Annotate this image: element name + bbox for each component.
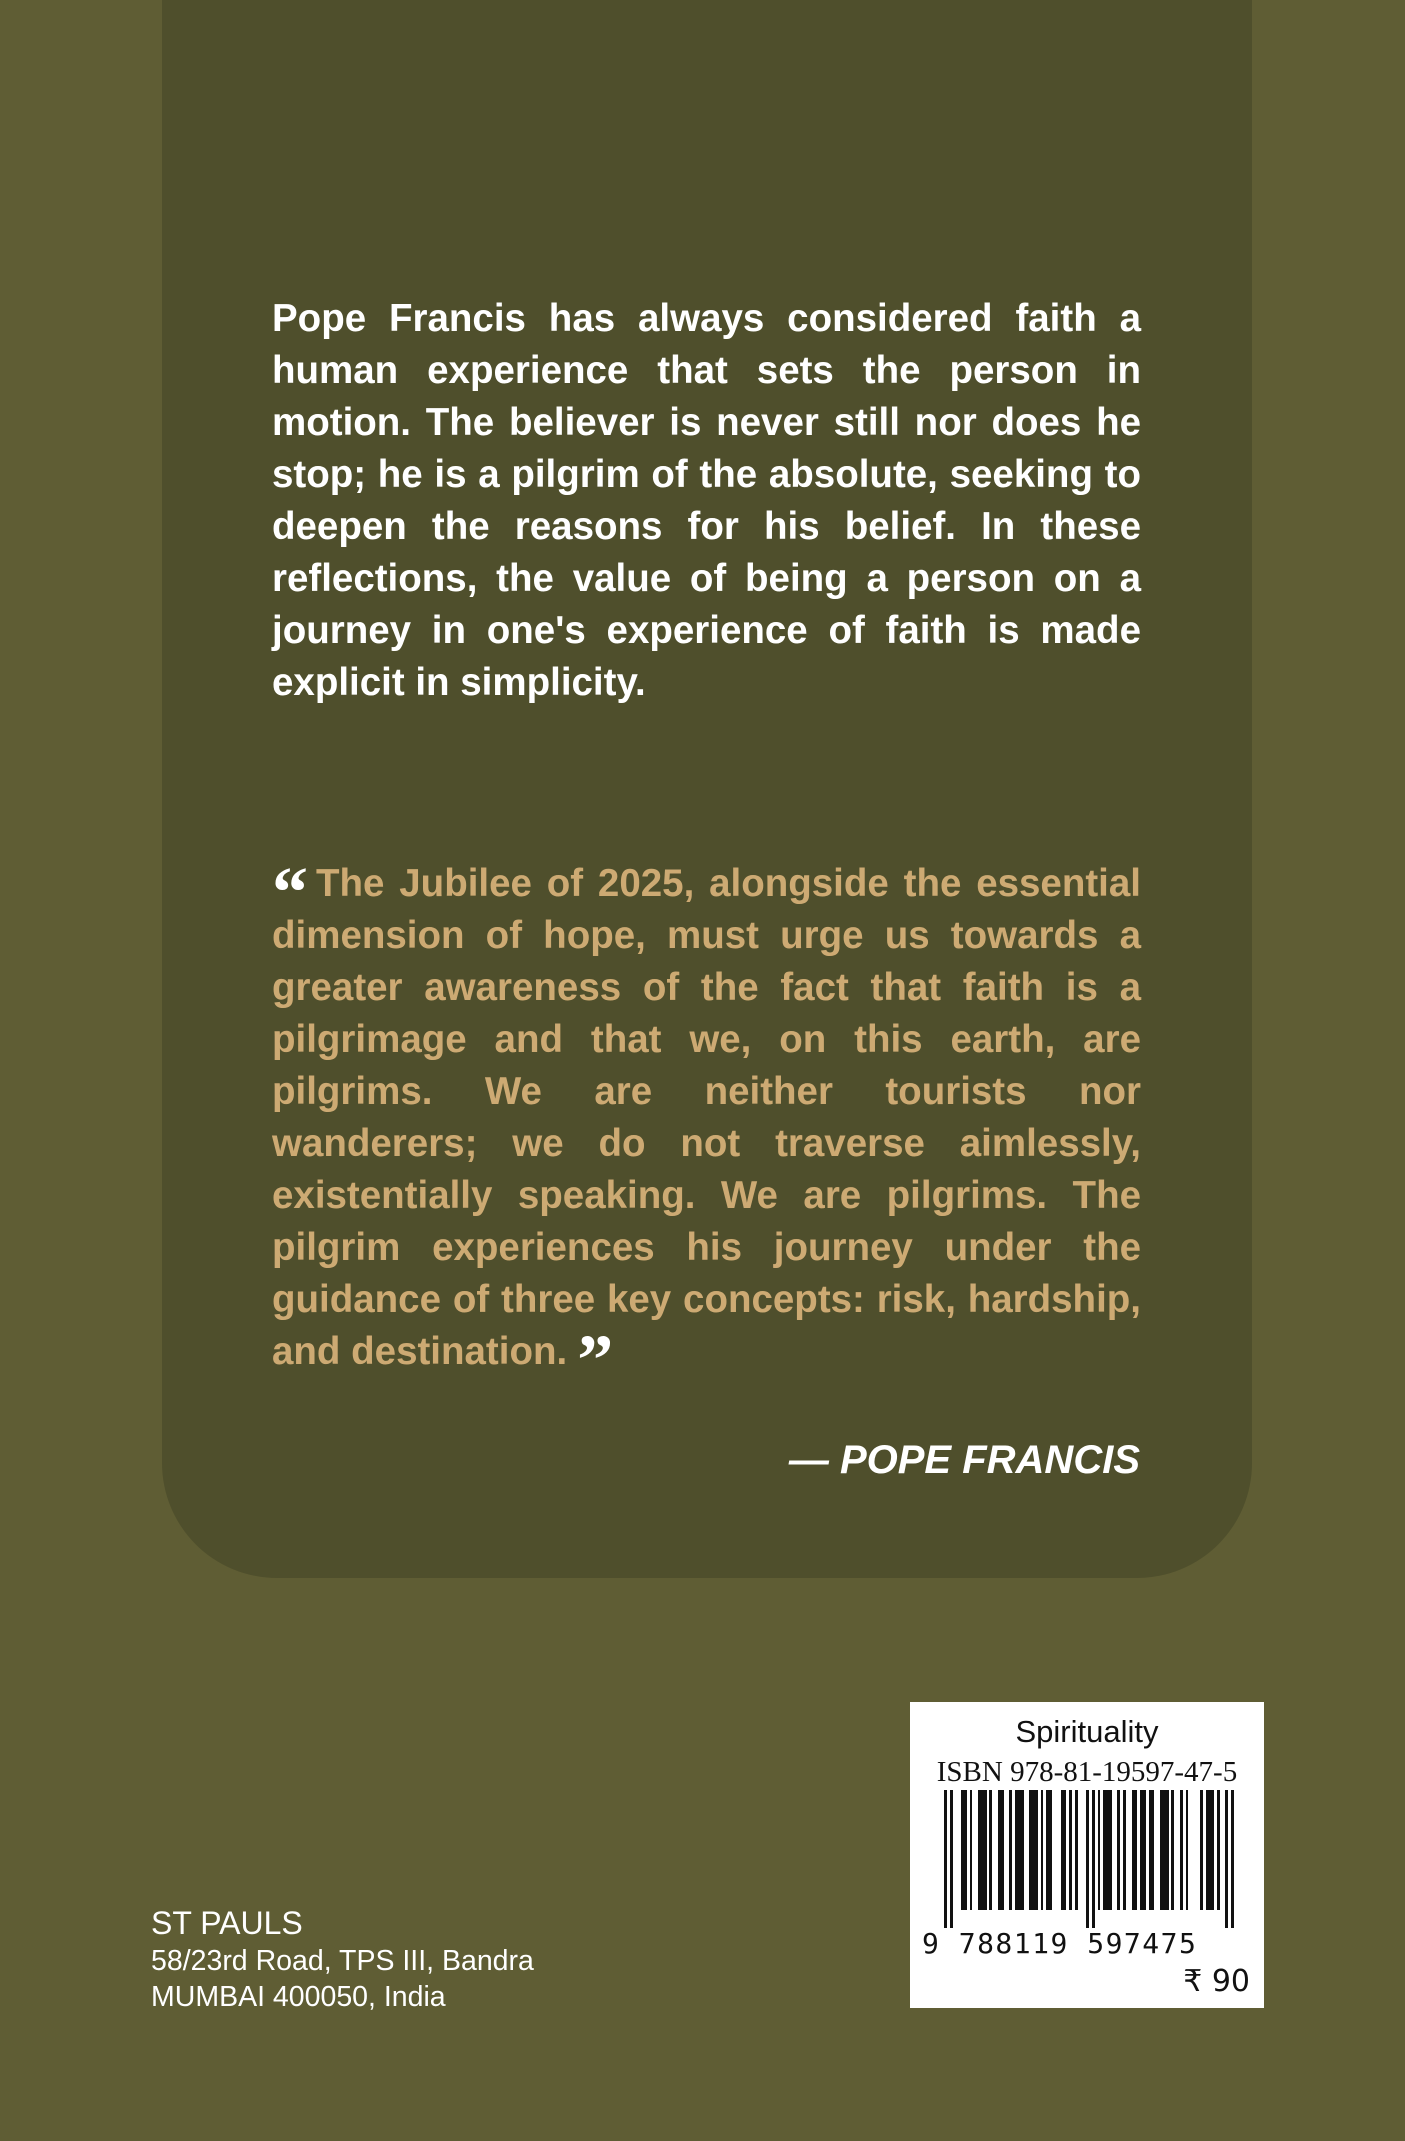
barcode-bar [1211,1790,1214,1910]
barcode-bar [984,1790,987,1910]
open-quote-mark: “ [272,852,308,932]
barcode-bar [1231,1790,1234,1928]
barcode-bar [1186,1790,1189,1910]
barcode-bar [1109,1790,1112,1910]
barcode-bar [1069,1790,1072,1910]
barcode-bar [1152,1790,1155,1910]
barcode-bar [1134,1790,1137,1910]
barcode-bar [1063,1790,1066,1910]
barcode-bar [989,1790,992,1910]
isbn-text: ISBN 978-81-19597-47-5 [936,1756,1238,1788]
barcode-bar [1086,1790,1089,1928]
publisher-address-line2: MUMBAI 400050, India [151,1981,446,2013]
barcode-bar [970,1790,973,1910]
barcode-bar [1009,1790,1012,1910]
publisher-name: ST PAULS [151,1905,303,1941]
barcode-bar [1166,1790,1169,1910]
barcode-bar [1200,1790,1203,1910]
barcode-bar [944,1790,947,1928]
category-label: Spirituality [1015,1714,1159,1749]
barcode-bar [1021,1790,1024,1910]
barcode-bar [1049,1790,1052,1910]
barcode-bar [1143,1790,1146,1910]
barcode-bars [944,1790,1234,1928]
quote-attribution: — POPE FRANCIS [788,1438,1140,1482]
description-blurb: Pope Francis has always considered faith a human experience that sets the person in motion. The believer is never still nor does he stop; he is a pilgrim of the absolute, seeking to deepen the reasons for his belief. In these reflections, the value of being a person on a journey in one's experience of faith is made explicit in simplicity. [272,297,1141,704]
barcode-bar [1171,1790,1174,1910]
barcode-bar [1217,1790,1220,1910]
barcode-bar [1123,1790,1126,1910]
barcode-bar [1075,1790,1078,1910]
close-quote-mark: ” [577,1320,614,1400]
barcode-digits: 9 788119 597475 [922,1927,1198,1960]
barcode-bar [1117,1790,1120,1910]
pull-quote [272,852,1141,1400]
barcode-bar [1092,1790,1095,1928]
barcode-bar [950,1790,953,1928]
publisher-info [151,1903,534,2015]
barcode-label [910,1702,1264,2008]
barcode-bar [1098,1790,1101,1910]
barcode-bar [1041,1790,1044,1910]
barcode-bar [1225,1790,1228,1928]
quote-text: The Jubilee of 2025, alongside the essential dimension of hope, must urge us towards a greater awareness of the fact that faith is a pilgrimage and that we, on this earth, are pilgrims. We are neither tourists nor wanderers; we do not traverse aimlessly, existentially speaking. We are pilgrims. The pilgrim experiences his journey under the guidance of three key concepts: risk, hardship, and destination. [272,862,1141,1373]
publisher-address-line1: 58/23rd Road, TPS III, Bandra [151,1945,534,1977]
barcode-bar [1001,1790,1004,1910]
barcode-bar [964,1790,967,1910]
barcode-bar [1035,1790,1038,1910]
price-label: ₹ 90 [1183,1964,1250,1999]
barcode-bar [1180,1790,1183,1910]
